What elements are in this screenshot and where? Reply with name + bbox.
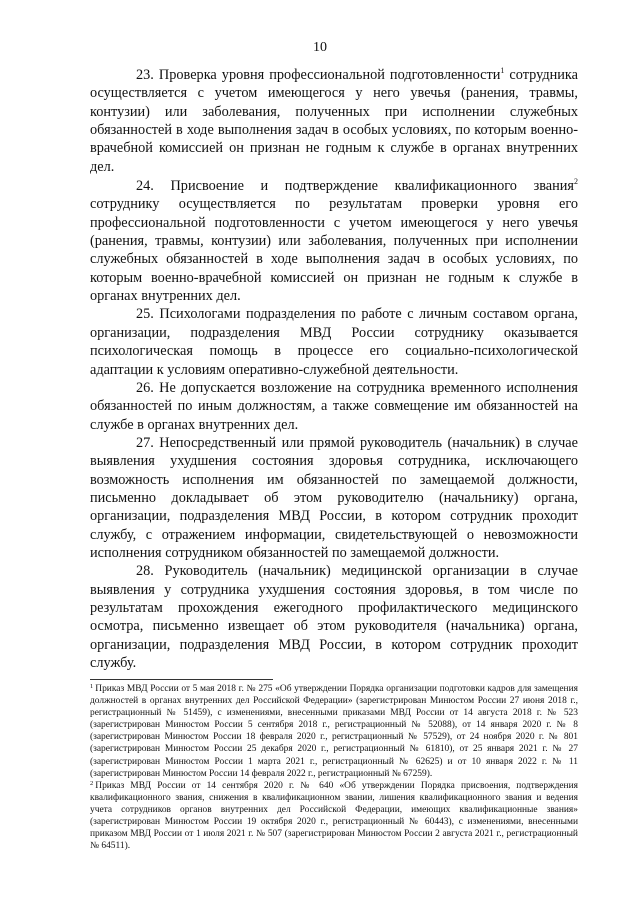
paragraph-23 <box>90 66 578 176</box>
paragraph-24 <box>90 177 578 305</box>
footnote-1-text: Приказ МВД России от 5 мая 2018 г. № 275 «Об утверждении Порядка организации подготовки кадров для замещения должностей в органах внутренних дел Российской Федерации» (зарегистрирован Минюстом России 27 июня 2018 г., регистрационный № 51459), с изменениями, внесенными приказами МВД России от 14 августа 2018 г. № 523 (зарегистрирован Минюстом России 5 сентября 2018 г., регистрационный № 52088), от 14 января 2020 г. № 8 (зарегистрирован Минюстом России 18 февраля 2020 г., регистрационный № 57529), от 24 ноября 2020 г. № 801 (зарегистрирован Минюстом России 25 декабря 2020 г., регистрационный № 61810), от 25 января 2021 г. № 27 (зарегистрирован Минюстом России 1 марта 2021 г., регистрационный № 62625) и от 10 января 2022 г. № 11 (зарегистрирован Минюстом России 14 февраля 2022 г., регистрационный № 67259). <box>90 684 578 779</box>
paragraph-25: 25. Психологами подразделения по работе с личным составом органа, организации, подразделения МВД России сотруднику оказывается психологическая помощь в процессе его социально-психологической адаптации к условиям оперативно-служебной деятельности. <box>90 306 578 378</box>
footnote-2 <box>90 780 578 853</box>
footnotes-section <box>90 683 578 852</box>
footnote-1 <box>90 683 578 780</box>
footnote-ref-2: 2 <box>574 177 578 187</box>
paragraph-28: 28. Руководитель (начальник) медицинской организации в случае выявления у сотрудника ухудшения состояния здоровья, в том числе по результатам прохождения ежегодного профилактического медицинского осмотра, письменно извещает об этом руководителя (начальника) органа, организации, подразделения МВД России, в котором сотрудник проходит службу. <box>90 563 578 671</box>
paragraph-26: 26. Не допускается возложение на сотрудника временного исполнения обязанностей по иным должностям, а также совмещение им обязанностей на службе в органах внутренних дел. <box>90 379 578 433</box>
footnote-ref-1: 1 <box>500 66 505 75</box>
footnote-2-text: Приказ МВД России от 14 сентября 2020 г. № 640 «Об утверждении Порядка присвоения, подтверждения квалификационного звания, снижения в квалификационном звании, лишения квалификационного звания и ведения учета сотрудников органов внутренних дел Российской Федерации, имеющих квалификационные звания» (зарегистрирован Минюстом России 19 октября 2020 г., регистрационный № 60443), с изменениями, внесенными приказом МВД России от 1 июля 2021 г. № 507 (зарегистрирован Минюстом России 2 августа 2021 г., регистрационный № 64511). <box>90 780 578 852</box>
paragraph-24-text: 24. Присвоение и подтверждение квалификационного звания <box>136 178 574 195</box>
page-number: 10 <box>313 40 327 55</box>
paragraph-23-text: 23. Проверка уровня профессиональной подготовленности <box>136 67 501 83</box>
paragraph-27: 27. Непосредственный или прямой руководитель (начальник) в случае выявления ухудшения состояния здоровья сотрудника, исключающего возможность исполнения им обязанностей по замещаемой должности, письменно докладывает об этом руководителю (начальнику) органа, организации, подразделения МВД России, в котором сотрудник проходит службу, с отражением информации, свидетельствующей о невозможности исполнения сотрудником обязанностей по замещаемой должности. <box>90 434 578 561</box>
paragraph-23-text-continued: сотрудника осуществляется с учетом имеющегося у него увечья (ранения, травмы, контузии) или заболевания, полученных при исполнении служебных обязанностей в ходе выполнения задач в особых условиях, по которым военно-врачебной комиссией он признан не годным к службе в органах внутренних дел. <box>90 67 578 175</box>
footnote-separator <box>90 679 273 680</box>
footnote-2-mark: 2 <box>90 779 94 787</box>
paragraph-24-text-continued: сотруднику осуществляется по результатам проверки уровня его профессиональной подготовленности с учетом имеющегося у него увечья (ранения, травмы, контузии) или заболевания, полученных при исполнении служебных обязанностей в ходе выполнения задач в особых условиях, по которым военно-врачебной комиссией он признан не годным к службе в органах внутренних дел. <box>90 196 578 305</box>
document-body <box>90 66 578 672</box>
footnote-1-mark: 1 <box>90 683 94 690</box>
